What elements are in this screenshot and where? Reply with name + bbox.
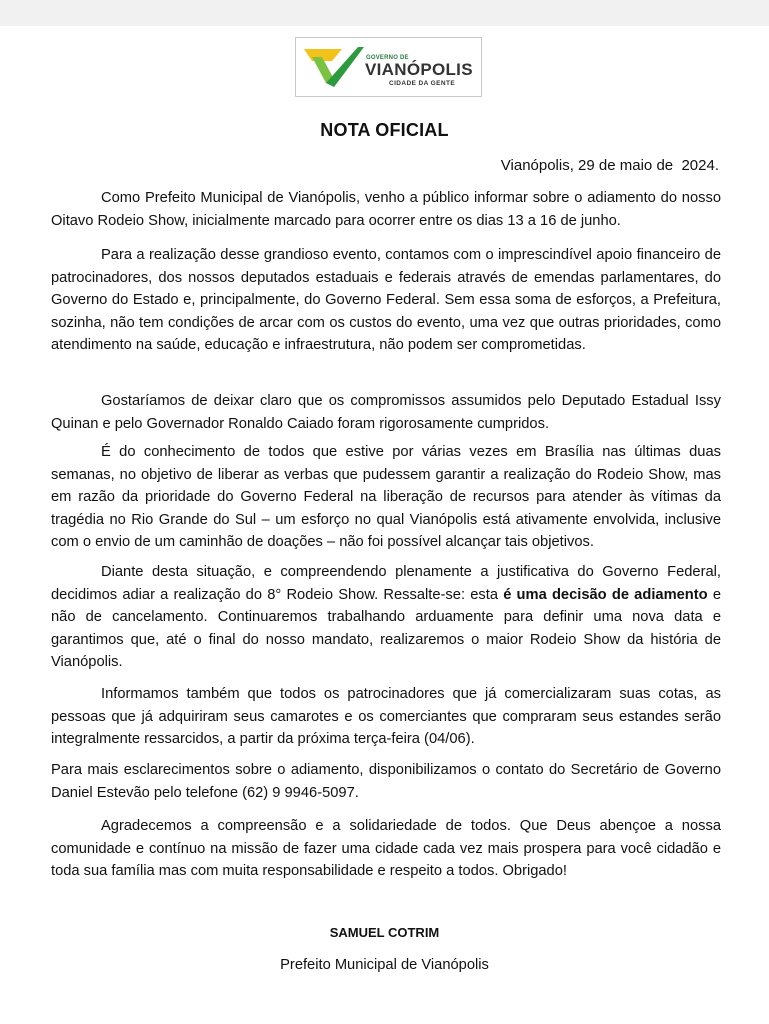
paragraph-5-emphasis: é uma decisão de adiamento	[503, 586, 708, 603]
paragraph-1: Como Prefeito Municipal de Vianópolis, venho a público informar sobre o adiamento do nosso Oitavo Rodeio Show, inicialmente marcado para ocorrer entre os dias 13 a 16 de junho.	[51, 190, 721, 229]
paragraph-5-text-a: Diante desta situação, e compreendendo plenamente a justificativa do Governo Federal, decidimos adiar a realização do 8° Rodeio Show. Ressalte-se: esta	[51, 564, 721, 603]
signature-name: SAMUEL COTRIM	[329, 925, 440, 940]
paragraph-5	[51, 561, 721, 674]
signature-role: Prefeito Municipal de Vianópolis	[280, 957, 489, 973]
logo-tagline: CIDADE DA GENTE	[389, 80, 456, 87]
paragraph-3: Gostaríamos de deixar claro que os compromissos assumidos pelo Deputado Estadual Issy Quinan e pelo Governador Ronaldo Caiado foram rigorosamente cumpridos.	[51, 393, 721, 432]
paragraph-6: Informamos também que todos os patrocinadores que já comercializaram suas cotas, as pessoas que já adquiriram seus camarotes e os comerciantes que compraram seus estandes serão integralmente ressarcidos, a partir da próxima terça-feira (04/06).	[51, 686, 721, 747]
document-title: NOTA OFICIAL	[320, 120, 449, 140]
paragraph-7: Para mais esclarecimentos sobre o adiamento, disponibilizamos o contato do Secretário de Governo Daniel Estevão pelo telefone (62) 9 9946-5097.	[51, 762, 721, 801]
top-bar	[0, 0, 769, 26]
paragraph-2: Para a realização desse grandioso evento, contamos com o imprescindível apoio financeiro de patrocinadores, dos nossos deputados estaduais e federais através de emendas parlamentares, do Governo do Estado e, principalmente, do Governo Federal. Sem essa soma de esforços, a Prefeitura, sozinha, não tem condições de arcar com os custos do evento, uma vez que outras prioridades, como atendimento na saúde, educação e infraestrutura, não podem ser comprometidas.	[51, 247, 721, 353]
logo-v-mark-icon	[302, 43, 364, 91]
paragraph-4: É do conhecimento de todos que estive por várias vezes em Brasília nas últimas duas semanas, no objetivo de liberar as verbas que pudessem garantir a realização do Rodeio Show, mas em razão da prioridade do Governo Federal na liberação de recursos para atender às vítimas da tragédia no Rio Grande do Sul – um esforço no qual Vianópolis está ativamente envolvida, inclusive com o envio de um caminhão de doações – não foi possível alcançar tais objetivos.	[51, 444, 721, 550]
logo-name: VIANÓPOLIS	[365, 60, 473, 79]
logo-top-text: GOVERNO DE	[366, 55, 409, 61]
paragraph-8: Agradecemos a compreensão e a solidariedade de todos. Que Deus abençoe a nossa comunidade e contínuo na missão de fazer uma cidade cada vez mais prospera para você cidadão e toda sua família mas com muita responsabilidade e respeito a todos. Obrigado!	[51, 818, 721, 879]
logo	[295, 37, 482, 97]
document-date: Vianópolis, 29 de maio de 2024.	[500, 157, 719, 174]
paragraph-5-text-b: e não de cancelamento. Continuaremos trabalhando arduamente para definir uma nova data e garantimos que, até o final do nosso mandato, realizaremos o maior Rodeio Show da história de Vianópolis.	[51, 586, 722, 670]
